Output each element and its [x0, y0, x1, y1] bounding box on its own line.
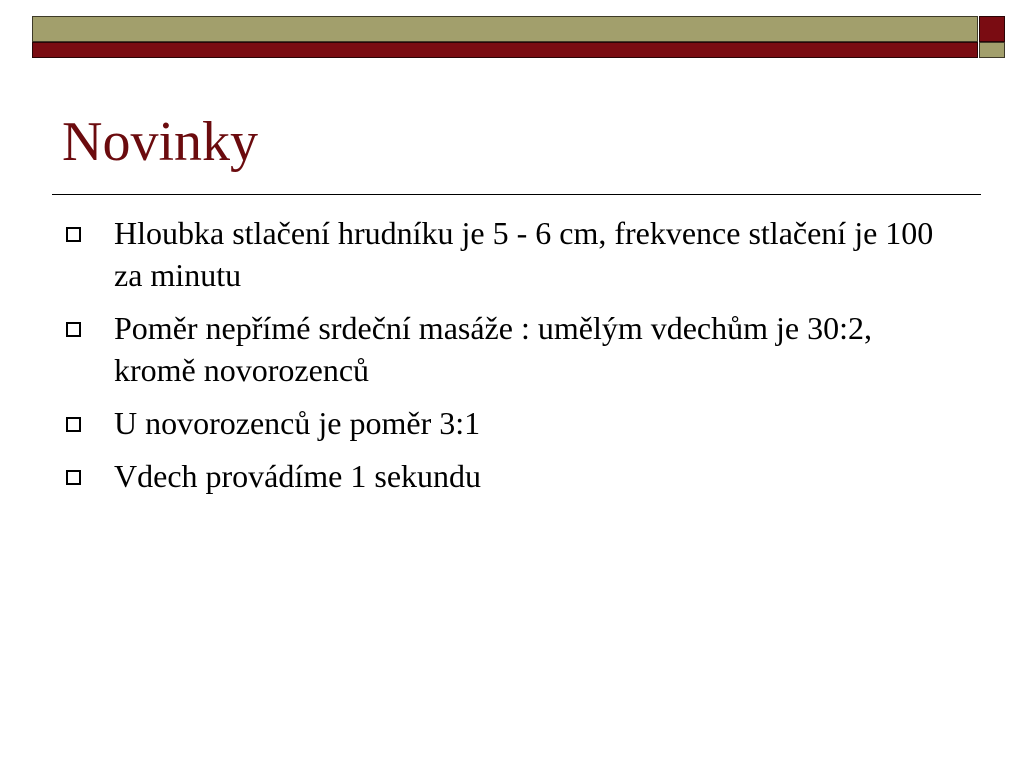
- slide-title: Novinky: [62, 111, 258, 173]
- bullet-text: Vdech provádíme 1 sekundu: [114, 458, 482, 494]
- list-item: [66, 402, 946, 444]
- bullet-text: Hloubka stlačení hrudníku je 5 - 6 cm, frekvence stlačení je 100 za minutu: [114, 215, 934, 293]
- hollow-square-bullet-icon: [66, 322, 81, 337]
- hollow-square-bullet-icon: [66, 417, 81, 432]
- bullet-text: U novorozenců je poměr 3:1: [114, 405, 481, 441]
- header-bar-olive: [32, 16, 978, 42]
- hollow-square-bullet-icon: [66, 227, 81, 242]
- list-item: [66, 455, 946, 497]
- hollow-square-bullet-icon: [66, 470, 81, 485]
- list-item: [66, 307, 946, 391]
- title-divider: [52, 194, 981, 195]
- bullet-text: Poměr nepřímé srdeční masáže : umělým vdechům je 30:2, kromě novorozenců: [114, 310, 872, 388]
- header-bar-maroon: [32, 42, 978, 58]
- bullet-list: [66, 212, 946, 508]
- list-item: [66, 212, 946, 296]
- header-square-olive: [979, 42, 1005, 58]
- header-square-maroon: [979, 16, 1005, 42]
